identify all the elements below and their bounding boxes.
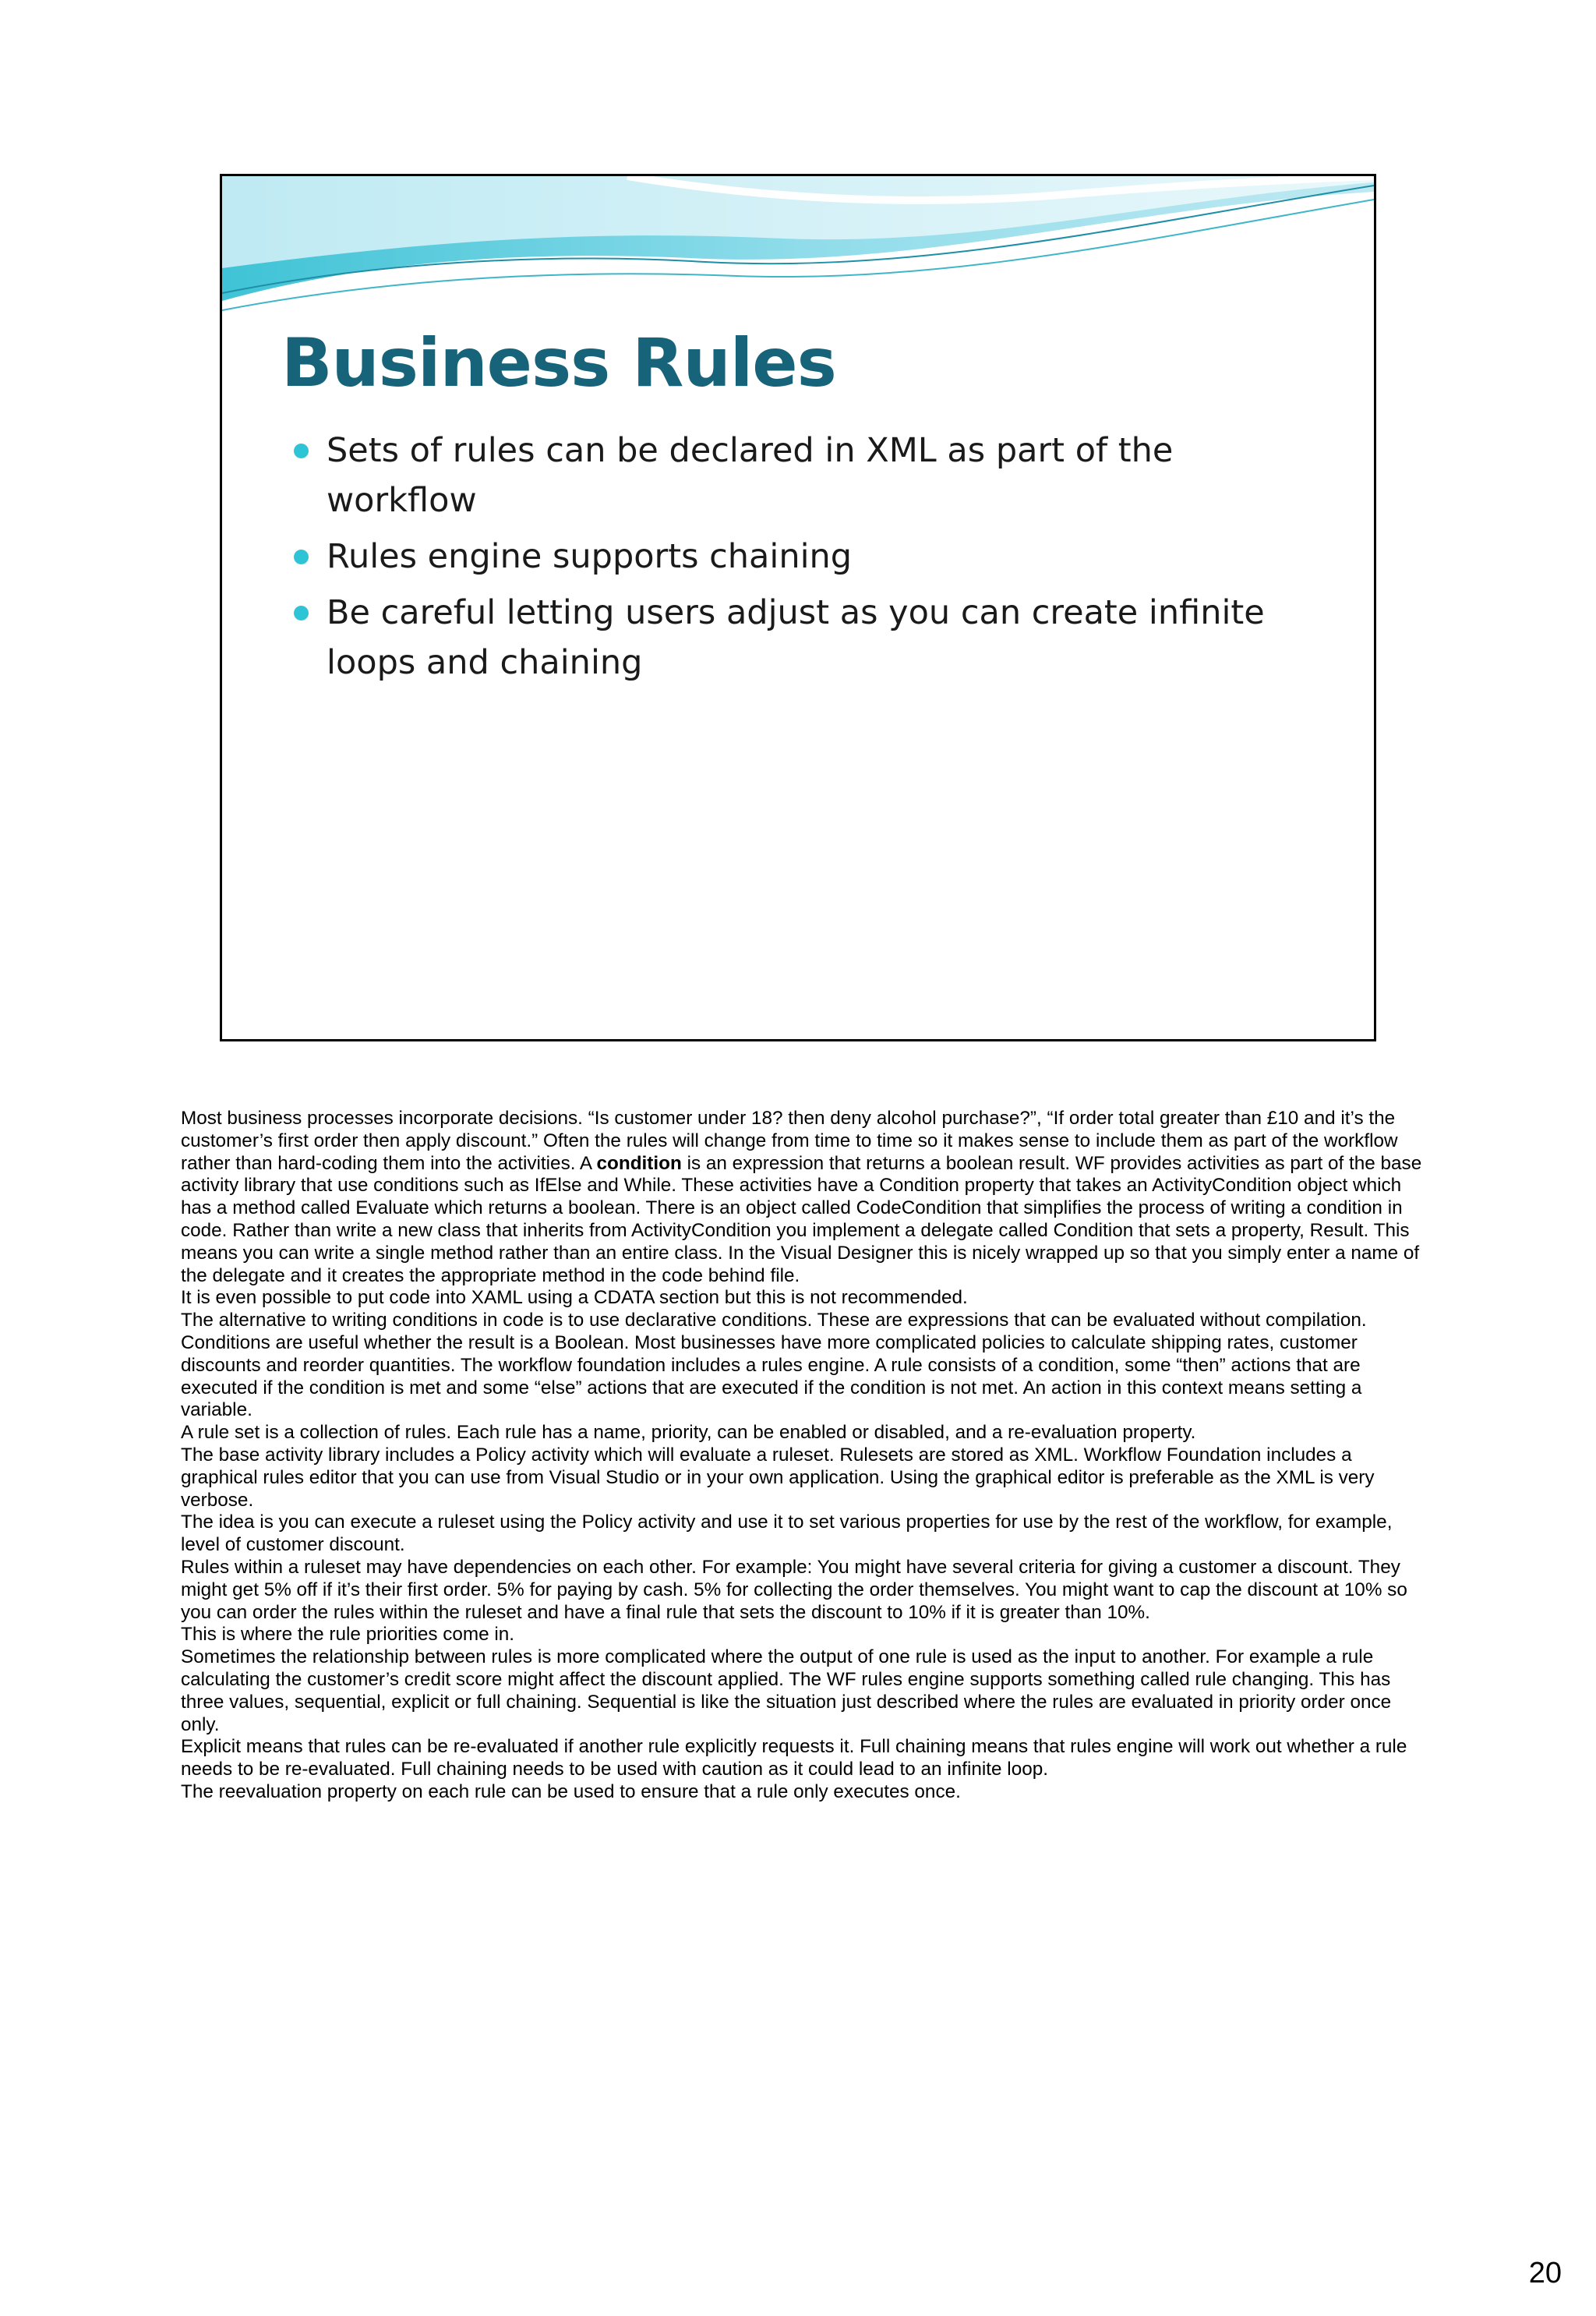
speaker-notes: [181, 1108, 1425, 1804]
slide-title: Business Rules: [281, 324, 836, 402]
notes-paragraph: This is where the rule priorities come in.: [181, 1624, 515, 1646]
notes-paragraph: Explicit means that rules can be re-evaluated if another rule explicitly requests it. Full chaining means that rules engine will work out whether a rule needs to be re-evaluated. Full chaining needs to be used with caution as it could lead to an infinite loop.: [181, 1736, 1407, 1780]
slide-bullet: [294, 588, 1307, 688]
notes-paragraph: Sometimes the relationship between rules is more complicated where the output of one rule is used as the input to another. For example a rule calculating the customer’s credit score might affect the discount applied. The WF rules engine supports something called rule changing. This has three values, sequential, explicit or full chaining. Sequential is like the situation just described where the rules are evaluated in priority order once only.: [181, 1646, 1392, 1735]
notes-paragraph: The idea is you can execute a ruleset using the Policy activity and use it to set various properties for use by the rest of the workflow, for example, level of customer discount.: [181, 1512, 1393, 1556]
notes-paragraph: Conditions are useful whether the result is a Boolean. Most businesses have more complicated policies to calculate shipping rates, customer discounts and reorder quantities. The workflow foundation includes a rules engine. A rule consists of a condition, some “then” actions that are executed if the condition is met and some “else” actions that are executed if the condition is not met. An action in this context means setting a variable.: [181, 1331, 1362, 1421]
slide-wave-decoration: [222, 176, 1374, 324]
slide-bullet-list: [294, 426, 1307, 694]
notes-paragraph: Rules within a ruleset may have dependencies on each other. For example: You might have several criteria for giving a customer a discount. They might get 5% off if it’s their first order. 5% for paying by cash. 5% for collecting the order themselves. You might want to cap the discount at 10% so you can order the rules within the ruleset and have a final rule that sets the discount to 10% if it is greater than 10%.: [181, 1556, 1407, 1623]
notes-paragraph: [181, 1108, 1425, 1287]
slide-bullet: [294, 426, 1307, 525]
bullet-dot-icon: [294, 550, 309, 564]
notes-paragraph: The alternative to writing conditions in code is to use declarative conditions. These are expressions that can be evaluated without compilation.: [181, 1310, 1367, 1331]
notes-paragraph: The reevaluation property on each rule can be used to ensure that a rule only executes once.: [181, 1780, 961, 1802]
notes-paragraph: It is even possible to put code into XAML using a CDATA section but this is not recommended.: [181, 1287, 968, 1309]
notes-paragraph: A rule set is a collection of rules. Each rule has a name, priority, can be enabled or disabled, and a re-evaluation property.: [181, 1422, 1196, 1444]
notes-bold-term: condition: [596, 1152, 682, 1174]
slide-bullet-text: Sets of rules can be declared in XML as part of the workflow: [327, 431, 1174, 520]
notes-text: is an expression that returns a boolean result. WF provides activities as part of the base activity library that use conditions such as IfElse and While. These activities have a Condition property that takes an ActivityCondition object which has a method called Evaluate which returns a boolean. There is an object called CodeCondition that simplifies the process of writing a condition in code. Rather than write a new class that inherits from ActivityCondition you implement a delegate called Condition that sets a property, Result. This means you can write a single method rather than an entire class. In the Visual Designer this is nicely wrapped up so that you simply enter a name of the delegate and it creates the appropriate method in the code behind file.: [181, 1152, 1422, 1286]
slide-bullet-text: Rules engine supports chaining: [327, 537, 853, 576]
notes-text: Most business processes incorporate decisions. “Is customer under 18? then deny alcohol purchase?”, “If order total greater than £10 and it’s the customer’s first order then apply discount.” Often the rules will change from time to time so it makes sense to include them as part of the workflow rather than hard-coding them into the activities. A: [181, 1108, 1398, 1174]
slide-bullet-text: Be careful letting users adjust as you can create infinite loops and chaining: [327, 593, 1265, 682]
slide-thumbnail: [220, 174, 1376, 1041]
slide-bullet: [294, 532, 1307, 582]
bullet-dot-icon: [294, 606, 309, 621]
bullet-dot-icon: [294, 444, 309, 458]
page-number: 20: [1528, 2257, 1562, 2289]
notes-paragraph: The base activity library includes a Policy activity which will evaluate a ruleset. Rulesets are stored as XML. Workflow Foundation includes a graphical rules editor that you can use from Visual Studio or in your own application. Using the graphical editor is preferable as the XML is very verbose.: [181, 1444, 1375, 1511]
